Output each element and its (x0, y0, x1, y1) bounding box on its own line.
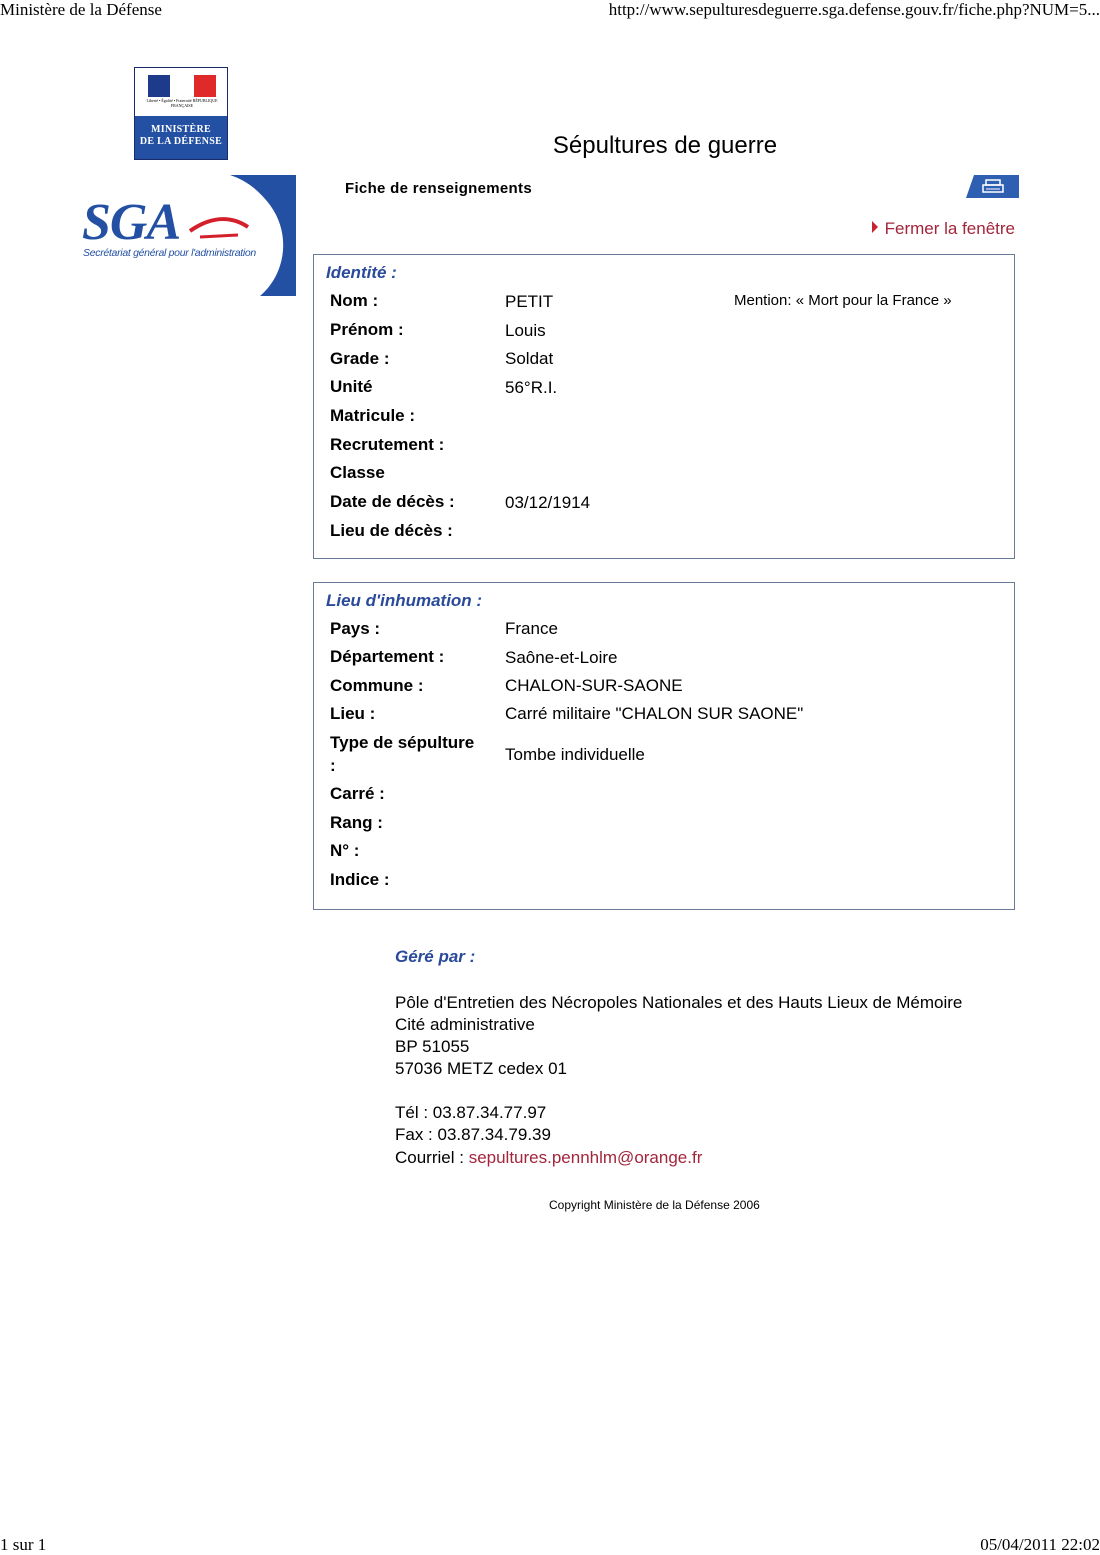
mention-text: Mention: « Mort pour la France » (734, 292, 952, 309)
value-lieu: Carré militaire "CHALON SUR SAONE" (505, 704, 804, 723)
label-classe: Classe (330, 463, 385, 482)
email-label: Courriel : (395, 1148, 469, 1167)
label-type-sepulture: Type de sépulture (330, 733, 475, 752)
label-date-deces: Date de décès : (330, 492, 455, 511)
value-type-sepulture: Tombe individuelle (505, 745, 645, 764)
label-lieu-deces: Lieu de décès : (330, 521, 453, 540)
label-matricule: Matricule : (330, 406, 416, 425)
copyright: Copyright Ministère de la Défense 2006 (549, 1198, 760, 1212)
sga-subtitle: Secrétariat général pour l'administration (83, 247, 256, 259)
label-carre: Carré : (330, 784, 385, 803)
address-line: Pôle d'Entretien des Nécropoles Nationales et des Hauts Lieux de Mémoire (395, 993, 963, 1012)
burial-title: Lieu d'inhumation : (326, 591, 483, 610)
managed-by-title: Géré par : (395, 947, 476, 966)
value-nom: PETIT (505, 292, 554, 311)
print-header-title: Ministère de la Défense (0, 0, 162, 19)
label-prenom: Prénom : (330, 320, 404, 339)
identity-title: Identité : (326, 263, 397, 282)
print-footer-page: 1 sur 1 (0, 1535, 47, 1554)
ministry-motto: Liberté • Égalité • Fraternité RÉPUBLIQUE FRANÇAISE (146, 98, 218, 108)
label-unite: Unité (330, 377, 373, 396)
fax-number: Fax : 03.87.34.79.39 (395, 1125, 551, 1144)
phone-number: Tél : 03.87.34.77.97 (395, 1103, 547, 1122)
label-nom: Nom : (330, 291, 379, 310)
value-unite: 56°R.I. (505, 378, 558, 397)
label-departement: Département : (330, 647, 445, 666)
ministry-logo (134, 67, 228, 160)
label-commune: Commune : (330, 676, 424, 695)
email-link[interactable]: sepultures.pennhlm@orange.fr (468, 1148, 703, 1167)
burial-panel (313, 582, 1015, 910)
sga-letters: SGA (82, 194, 181, 251)
marianne-flag-icon (148, 75, 216, 97)
value-commune: CHALON-SUR-SAONE (505, 676, 683, 695)
email-line (395, 1148, 702, 1168)
value-grade: Soldat (505, 349, 554, 368)
page-subtitle: Fiche de renseignements (345, 180, 532, 197)
ministry-name-line2: DE LA DÉFENSE (139, 136, 223, 147)
sga-logo (80, 175, 296, 296)
identity-panel (313, 254, 1015, 559)
label-grade: Grade : (330, 349, 390, 368)
ministry-name (135, 116, 227, 159)
address-line: Cité administrative (395, 1015, 535, 1034)
address-line: BP 51055 (395, 1037, 470, 1056)
page-title: Sépultures de guerre (552, 132, 778, 159)
label-numero: N° : (330, 841, 360, 860)
print-footer-date: 05/04/2011 22:02 (980, 1535, 1100, 1554)
close-window-label: Fermer la fenêtre (884, 219, 1015, 238)
label-type-sepulture-colon: : (330, 756, 336, 775)
label-lieu: Lieu : (330, 704, 376, 723)
label-pays: Pays : (330, 619, 381, 638)
arrow-right-icon (872, 221, 878, 233)
address-line: 57036 METZ cedex 01 (395, 1059, 567, 1078)
value-departement: Saône-et-Loire (505, 648, 618, 667)
label-indice: Indice : (330, 870, 390, 889)
label-rang: Rang : (330, 813, 383, 832)
close-window-link[interactable] (872, 219, 1015, 239)
value-prenom: Louis (505, 321, 546, 340)
ministry-name-line1: MINISTÈRE (151, 124, 211, 135)
printer-icon (966, 175, 1019, 198)
print-button[interactable] (966, 175, 1019, 198)
value-date-deces: 03/12/1914 (505, 493, 591, 512)
print-header-url: http://www.sepulturesdeguerre.sga.defense.gouv.fr/fiche.php?NUM=5... (608, 0, 1100, 19)
label-recrutement: Recrutement : (330, 435, 445, 454)
value-pays: France (505, 619, 558, 638)
